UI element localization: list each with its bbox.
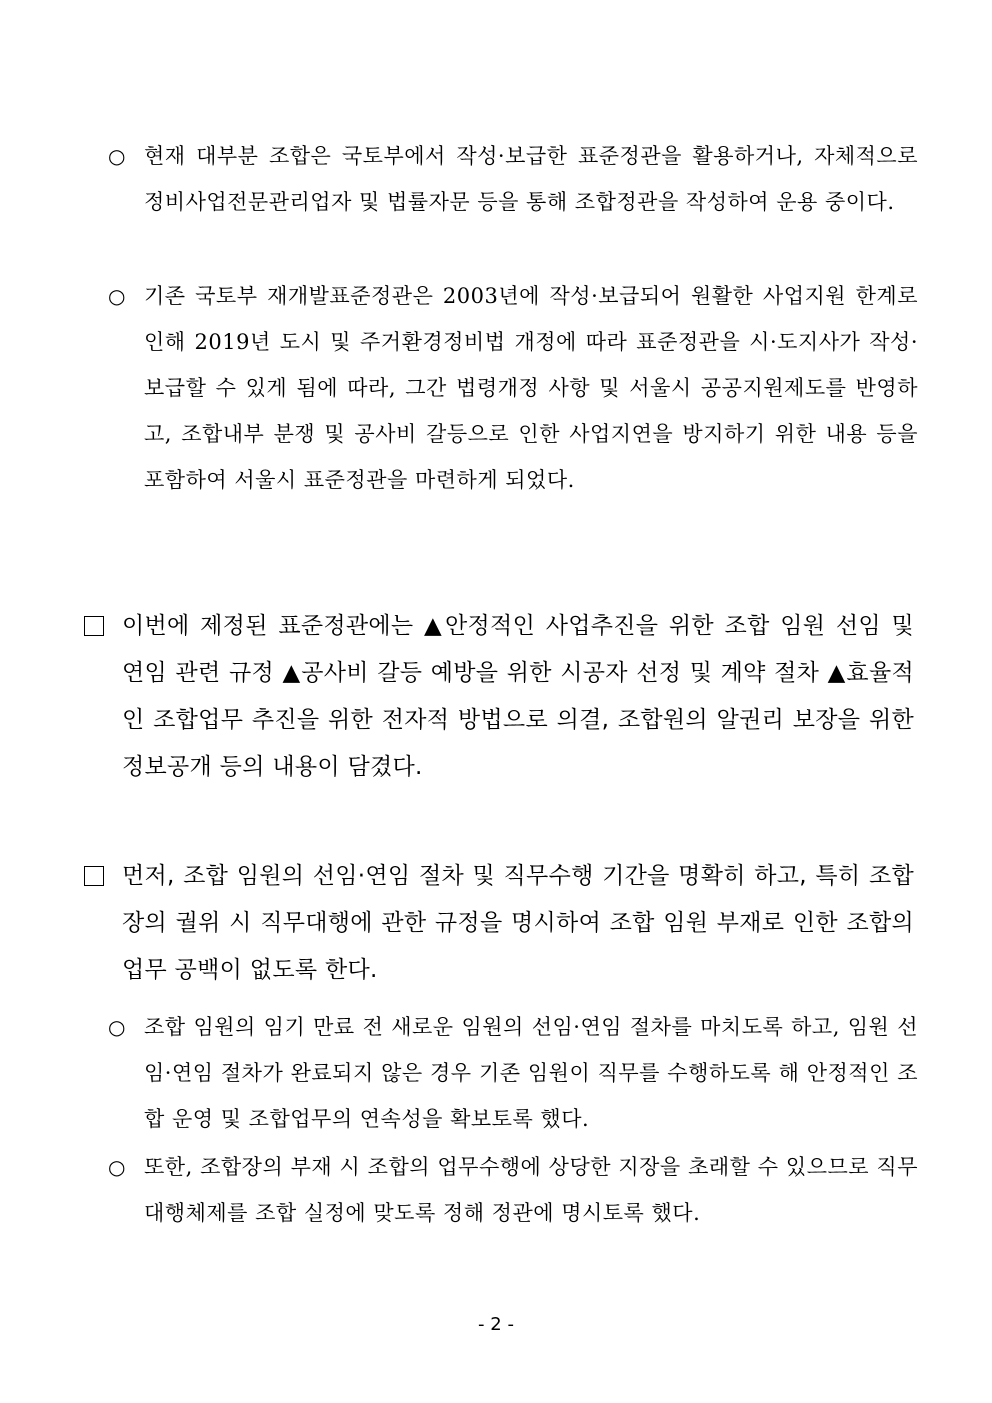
square-bullet-icon (84, 616, 104, 636)
circle-bullet-icon: ○ (108, 284, 126, 308)
circle-bullet-paragraph (108, 133, 918, 225)
circle-bullet-paragraph (108, 1144, 918, 1236)
page-number: - 2 - (478, 1314, 514, 1335)
circle-bullet-icon: ○ (108, 144, 126, 168)
circle-bullet-icon: ○ (108, 1015, 126, 1039)
square-bullet-icon (84, 866, 104, 886)
section-text: 이번에 제정된 표준정관에는 ▲안정적인 사업추진을 위한 조합 임원 선임 및 연임 관련 규정 ▲공사비 갈등 예방을 위한 시공자 선정 및 계약 절차 ▲효율적인 조합업무 추진을 위한 전자적 방법으로 의결, 조합원의 알권리 보장을 위한 정보공개 등의 내용이 담겼다. (122, 613, 914, 780)
paragraph-text: 기존 국토부 재개발표준정관은 2003년에 작성·보급되어 원활한 사업지원 한계로 인해 2019년 도시 및 주거환경정비법 개정에 따라 표준정관을 시·도지사가 작성·보급할 수 있게 됨에 따라, 그간 법령개정 사항 및 서울시 공공지원제도를 반영하고, 조합내부 분쟁 및 공사비 갈등으로 인한 사업지연을 방지하기 위한 내용 등을 포함하여 서울시 표준정관을 마련하게 되었다. (144, 284, 918, 492)
circle-bullet-paragraph (108, 273, 918, 503)
circle-bullet-icon: ○ (108, 1155, 126, 1179)
square-bullet-section (84, 603, 914, 791)
square-bullet-section (84, 853, 914, 994)
circle-bullet-paragraph (108, 1004, 918, 1142)
section-text: 먼저, 조합 임원의 선임·연임 절차 및 직무수행 기간을 명확히 하고, 특히 조합장의 궐위 시 직무대행에 관한 규정을 명시하여 조합 임원 부재로 인한 조합의 업무 공백이 없도록 한다. (122, 863, 914, 983)
paragraph-text: 조합 임원의 임기 만료 전 새로운 임원의 선임·연임 절차를 마치도록 하고, 임원 선임·연임 절차가 완료되지 않은 경우 기존 임원이 직무를 수행하도록 해 안정적인 조합 운영 및 조합업무의 연속성을 확보토록 했다. (144, 1015, 918, 1131)
paragraph-text: 또한, 조합장의 부재 시 조합의 업무수행에 상당한 지장을 초래할 수 있으므로 직무대행체제를 조합 실정에 맞도록 정해 정관에 명시토록 했다. (144, 1155, 918, 1225)
paragraph-text: 현재 대부분 조합은 국토부에서 작성·보급한 표준정관을 활용하거나, 자체적으로 정비사업전문관리업자 및 법률자문 등을 통해 조합정관을 작성하여 운용 중이다. (144, 144, 918, 214)
